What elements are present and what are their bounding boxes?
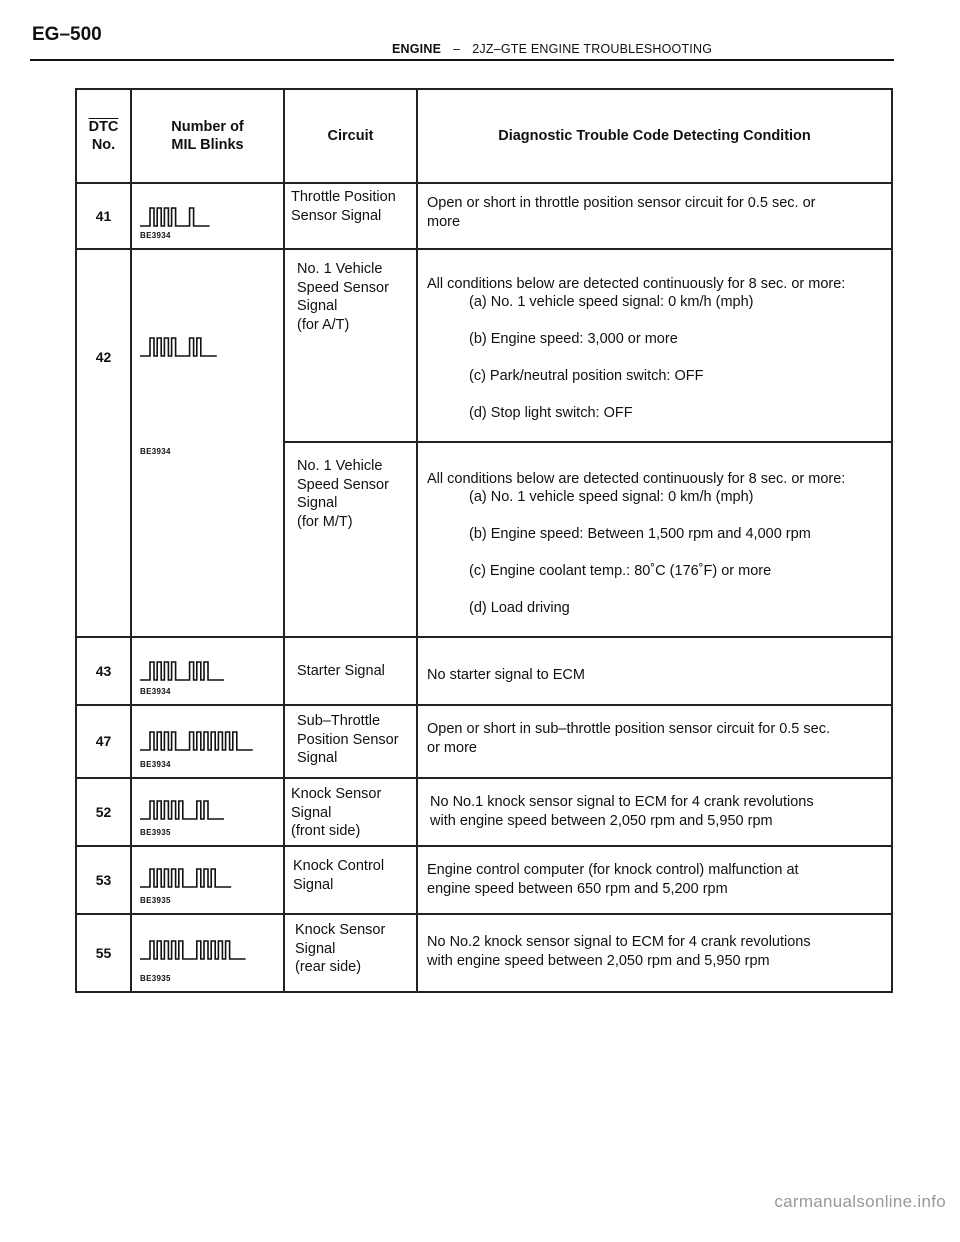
circuit-cell: No. 1 Vehicle Speed Sensor Signal (for A/T) bbox=[284, 249, 417, 442]
header-dtc-line1: $\overline{DTC}$ bbox=[88, 118, 119, 135]
blink-waveform-icon bbox=[140, 937, 278, 963]
figure-code: BE3934 bbox=[140, 759, 171, 769]
header-dtc-line2: No. bbox=[91, 137, 116, 153]
header-rule bbox=[30, 59, 894, 61]
dtc-code-cell: 47 bbox=[76, 705, 131, 778]
dtc-code-cell: 55 bbox=[76, 914, 131, 992]
watermark: carmanualsonline.info bbox=[774, 1192, 946, 1211]
circuit-cell: Throttle Position Sensor Signal bbox=[284, 183, 417, 249]
table-row bbox=[76, 914, 892, 992]
dtc-code-cell: 53 bbox=[76, 846, 131, 914]
blink-pattern-cell bbox=[131, 914, 284, 992]
blink-waveform-line bbox=[140, 208, 210, 226]
blink-waveform-icon bbox=[140, 797, 270, 823]
figure-code: BE3934 bbox=[140, 446, 171, 456]
circuit-cell: Knock Control Signal bbox=[284, 846, 417, 914]
table-row bbox=[76, 249, 892, 442]
blink-waveform-icon bbox=[140, 728, 278, 754]
dtc-table bbox=[75, 88, 893, 993]
blink-pattern-cell bbox=[131, 778, 284, 846]
table-row bbox=[76, 637, 892, 705]
blink-waveform-icon bbox=[140, 334, 270, 360]
condition-lead: All conditions below are detected continuously for 8 sec. or more: bbox=[427, 275, 846, 292]
header-mil-blinks: Number of MIL Blinks bbox=[131, 89, 284, 183]
blink-pattern-cell bbox=[131, 183, 284, 249]
condition-item: (b) Engine speed: Between 1,500 rpm and 4,000 rpm bbox=[469, 526, 811, 542]
condition-cell bbox=[417, 442, 892, 637]
blink-waveform-line bbox=[140, 801, 224, 819]
header-subject: 2JZ–GTE ENGINE TROUBLESHOOTING bbox=[472, 42, 713, 56]
blink-waveform-line bbox=[140, 732, 253, 750]
header-separator: – bbox=[453, 42, 461, 56]
condition-item: (d) Stop light switch: OFF bbox=[469, 405, 633, 421]
dtc-code-cell: 43 bbox=[76, 637, 131, 705]
condition-item: (c) Engine coolant temp.: 80˚C (176˚F) or more bbox=[469, 563, 772, 579]
blink-waveform-icon bbox=[140, 865, 270, 891]
circuit-cell: Starter Signal bbox=[284, 637, 417, 705]
dtc-code-cell: 41 bbox=[76, 183, 131, 249]
table-row bbox=[76, 846, 892, 914]
blink-waveform-line bbox=[140, 662, 224, 680]
header-circuit: Circuit bbox=[284, 89, 417, 183]
blink-pattern-cell bbox=[131, 637, 284, 705]
condition-item: (b) Engine speed: 3,000 or more bbox=[469, 331, 678, 347]
dtc-code-cell: 52 bbox=[76, 778, 131, 846]
figure-code: BE3935 bbox=[140, 827, 171, 837]
table-header-row bbox=[76, 89, 892, 183]
dtc-code-cell: 42 bbox=[76, 249, 131, 637]
blink-pattern-cell bbox=[131, 705, 284, 778]
condition-item: (a) No. 1 vehicle speed signal: 0 km/h (mph) bbox=[469, 294, 754, 310]
blink-pattern-cell bbox=[131, 249, 284, 637]
condition-item: (c) Park/neutral position switch: OFF bbox=[469, 368, 704, 384]
circuit-cell: Knock Sensor Signal (rear side) bbox=[284, 914, 417, 992]
condition-item: (a) No. 1 vehicle speed signal: 0 km/h (mph) bbox=[469, 489, 754, 505]
figure-code: BE3934 bbox=[140, 230, 171, 240]
condition-cell: No No.1 knock sensor signal to ECM for 4 crank revolutions with engine speed between 2,050 rpm and 5,950 rpm bbox=[417, 778, 892, 846]
condition-lead: All conditions below are detected continuously for 8 sec. or more: bbox=[427, 470, 846, 487]
condition-cell: No starter signal to ECM bbox=[417, 637, 892, 705]
blink-waveform-line bbox=[140, 869, 231, 887]
condition-cell: Open or short in sub–throttle position sensor circuit for 0.5 sec. or more bbox=[417, 705, 892, 778]
circuit-cell: No. 1 Vehicle Speed Sensor Signal (for M/T) bbox=[284, 442, 417, 637]
condition-item: (d) Load driving bbox=[469, 600, 570, 616]
page-header bbox=[392, 42, 712, 56]
blink-waveform-line bbox=[140, 941, 246, 959]
figure-code: BE3934 bbox=[140, 686, 171, 696]
figure-code: BE3935 bbox=[140, 973, 171, 983]
table-row bbox=[76, 778, 892, 846]
blink-waveform-icon bbox=[140, 658, 270, 684]
header-dtc-no bbox=[76, 89, 131, 183]
circuit-cell: Sub–Throttle Position Sensor Signal bbox=[284, 705, 417, 778]
blink-pattern-cell bbox=[131, 846, 284, 914]
condition-cell: No No.2 knock sensor signal to ECM for 4 crank revolutions with engine speed between 2,050 rpm and 5,950 rpm bbox=[417, 914, 892, 992]
table-row bbox=[76, 183, 892, 249]
table-row bbox=[76, 705, 892, 778]
circuit-cell: Knock Sensor Signal (front side) bbox=[284, 778, 417, 846]
condition-cell bbox=[417, 249, 892, 442]
header-condition: Diagnostic Trouble Code Detecting Condition bbox=[417, 89, 892, 183]
blink-waveform-line bbox=[140, 338, 217, 356]
condition-cell: Engine control computer (for knock control) malfunction at engine speed between 650 rpm and 5,200 rpm bbox=[417, 846, 892, 914]
figure-code: BE3935 bbox=[140, 895, 171, 905]
page-number: EG–500 bbox=[32, 24, 102, 45]
header-section: ENGINE bbox=[392, 42, 442, 56]
condition-cell: Open or short in throttle position sensor circuit for 0.5 sec. or more bbox=[417, 183, 892, 249]
